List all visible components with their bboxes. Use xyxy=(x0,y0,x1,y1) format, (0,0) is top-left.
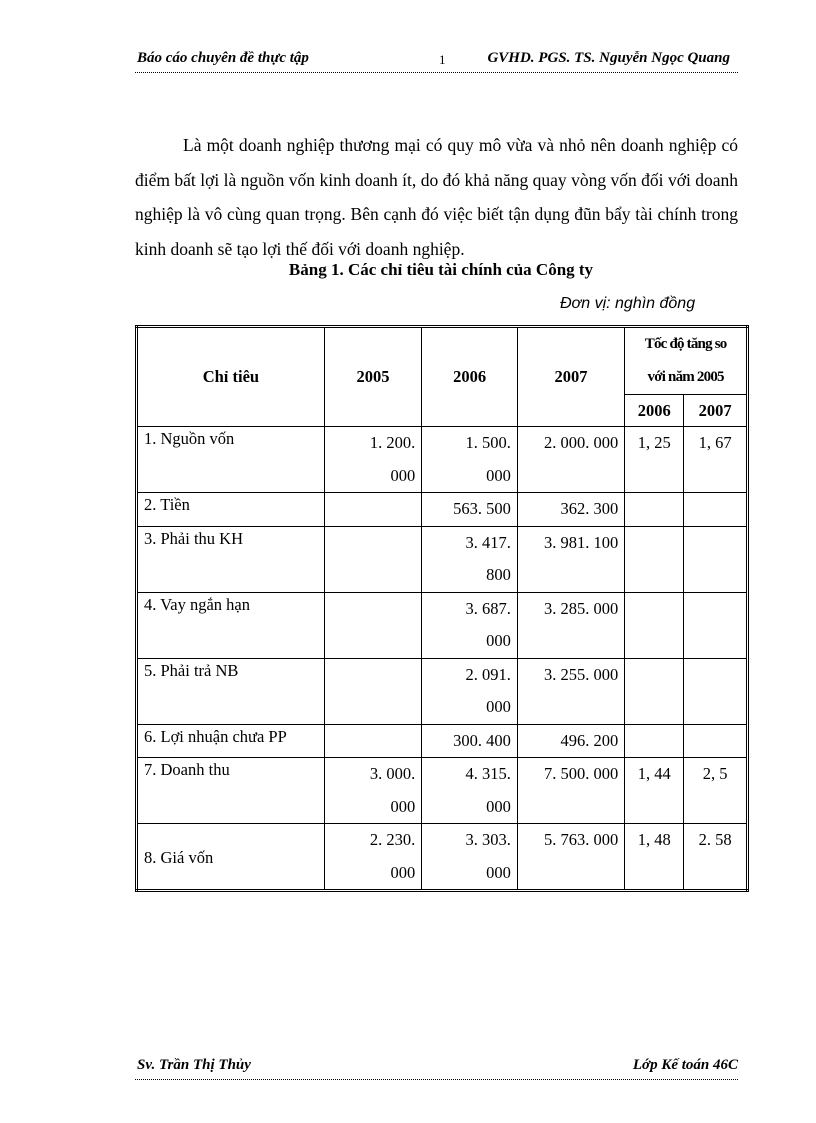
cell-2007: 496. 200 xyxy=(560,730,619,750)
body-paragraph xyxy=(135,128,738,266)
row-name: 5. Phải trả NB xyxy=(137,658,325,724)
cell-2007: 7. 500. 000 xyxy=(544,764,619,783)
cell-2005: 2. 230. 000 xyxy=(369,830,416,882)
cell-2007: 2. 000. 000 xyxy=(544,433,619,452)
header-indicator: Chỉ tiêu xyxy=(137,327,325,427)
paragraph-line-3: vốn đối với doanh nghiệp là vô cùng quan trọng. Bên cạnh đó việc biết tận xyxy=(135,169,739,224)
row-name: 4. Vay ngắn hạn xyxy=(137,592,325,658)
row-name: 6. Lợi nhuận chưa PP xyxy=(137,724,325,758)
paragraph-line-1: Là một doanh nghiệp thương mại có quy mô vừa và nhỏ nên doanh xyxy=(183,135,664,155)
paragraph-line-2: nghiệp có điểm bất lợi là nguồn vốn kinh doanh ít, do đó khả năng quay vòng xyxy=(135,135,738,190)
page-number: 1 xyxy=(439,52,446,67)
cell-2007: 3. 981. 100 xyxy=(544,532,619,552)
table-row xyxy=(137,724,748,758)
cell-2005: 1. 200. 000 xyxy=(369,433,416,485)
cell-2006: 563. 500 xyxy=(453,499,511,518)
header-growth-line-1: Tốc độ tăng so xyxy=(644,336,727,352)
cell-2006: 1. 500. 000 xyxy=(465,433,511,485)
header-2007: 2007 xyxy=(517,327,624,427)
header-growth-line-2: với năm 2005 xyxy=(647,369,724,385)
cell-2006: 300. 400 xyxy=(453,730,511,750)
cell-growth-2007: 2, 5 xyxy=(702,764,728,783)
report-title: Báo cáo chuyên đề thực tập xyxy=(137,50,309,66)
cell-2006: 4. 315. 000 xyxy=(465,764,511,816)
subheader-2006: 2006 xyxy=(625,395,684,427)
row-name: 3. Phải thu KH xyxy=(137,526,325,592)
class-name: Lớp Kế toán 46C xyxy=(632,1057,738,1073)
table-row xyxy=(137,592,748,658)
cell-2006: 3. 417. 800 xyxy=(465,532,511,584)
table-row xyxy=(137,658,748,724)
paragraph-line-4: dụng đũn bẩy tài chính trong kinh doanh sẽ tạo lợi thế đối với doanh nghiệp. xyxy=(135,204,739,259)
header-growth xyxy=(625,327,748,395)
financial-table xyxy=(135,325,749,892)
cell-2007: 362. 300 xyxy=(560,499,619,518)
cell-2006: 2. 091. 000 xyxy=(465,664,511,716)
header-2006: 2006 xyxy=(422,327,518,427)
row-name: 7. Doanh thu xyxy=(137,758,325,824)
header-2005: 2005 xyxy=(324,327,422,427)
row-name: 8. Giá vốn xyxy=(137,824,325,891)
table-row xyxy=(137,824,748,891)
cell-2006: 3. 303. 000 xyxy=(465,830,511,882)
cell-2007: 5. 763. 000 xyxy=(544,830,619,849)
subheader-2007: 2007 xyxy=(684,395,748,427)
student-name: Sv. Trần Thị Thủy xyxy=(137,1057,251,1073)
table-row xyxy=(137,526,748,592)
cell-growth-2007: 1, 67 xyxy=(698,433,732,452)
row-name: 2. Tiền xyxy=(137,493,325,527)
cell-2007: 3. 285. 000 xyxy=(544,598,619,618)
cell-growth-2006: 1, 48 xyxy=(637,830,671,849)
table-row xyxy=(137,758,748,824)
unit-label: Đơn vị: nghìn đồng xyxy=(560,295,696,312)
page-header xyxy=(135,48,738,73)
supervisor-name: GVHD. PGS. TS. Nguyễn Ngọc Quang xyxy=(487,50,730,66)
table-row xyxy=(137,427,748,493)
table-title: Bảng 1. Các chỉ tiêu tài chính của Công ty xyxy=(288,260,594,279)
page-footer xyxy=(135,1055,738,1080)
cell-growth-2007: 2. 58 xyxy=(698,830,732,849)
cell-2007: 3. 255. 000 xyxy=(544,664,619,684)
table-row xyxy=(137,493,748,527)
cell-2006: 3. 687. 000 xyxy=(465,598,511,650)
cell-growth-2006: 1, 44 xyxy=(637,764,671,783)
cell-2005: 3. 000. 000 xyxy=(369,764,416,816)
row-name: 1. Nguồn vốn xyxy=(137,427,325,493)
cell-growth-2006: 1, 25 xyxy=(637,433,671,452)
